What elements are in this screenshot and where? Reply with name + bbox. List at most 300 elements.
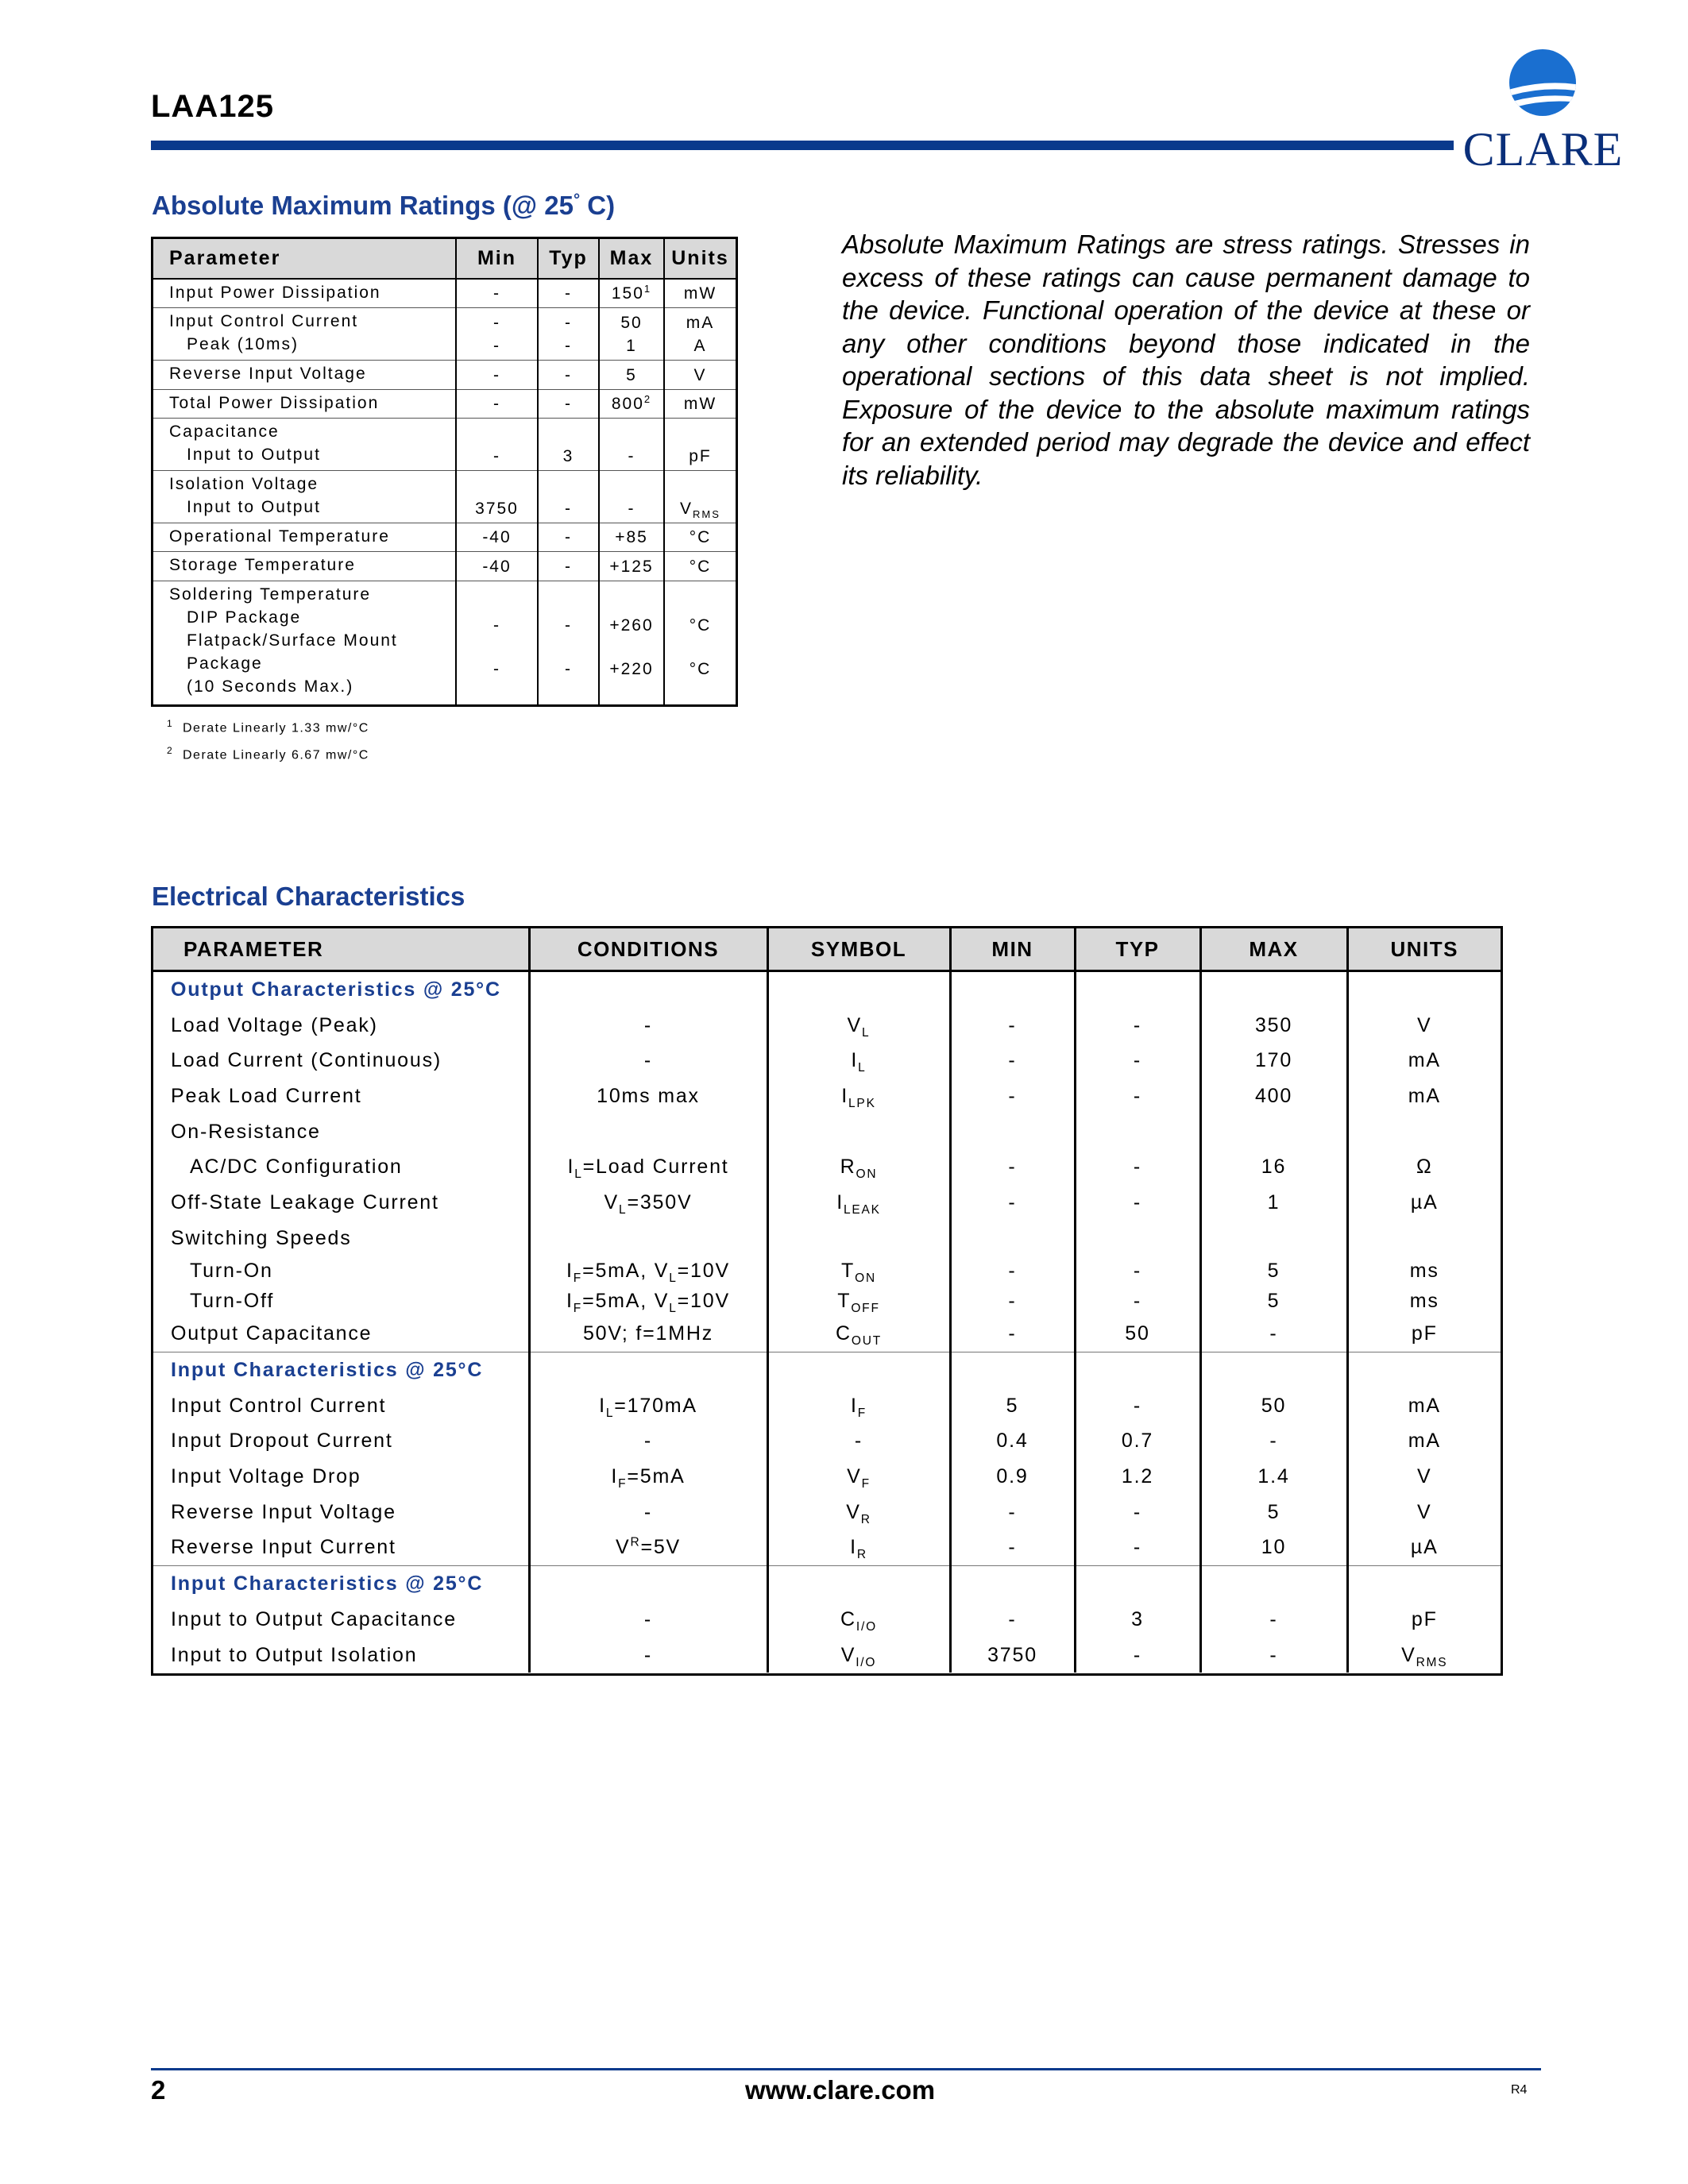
- amr-parameter-line: Reverse Input Voltage: [169, 365, 367, 384]
- ec-conditions: [529, 1185, 767, 1221]
- ec-typ: 0.7: [1075, 1424, 1200, 1460]
- ec-conditions: [529, 1043, 767, 1078]
- ec-row: [153, 1043, 1501, 1078]
- ec-typ: [1075, 1114, 1200, 1150]
- ec-symbol-base: I: [851, 1049, 859, 1072]
- ec-symbol: [767, 1043, 950, 1078]
- ec-symbol-base: C: [836, 1322, 852, 1345]
- ec-parameter: Input Voltage Drop: [171, 1465, 361, 1488]
- ec-empty-cell: [1347, 1566, 1501, 1602]
- ec-symbol-sub: LPK: [848, 1096, 876, 1110]
- ec-parameter: Input Dropout Current: [171, 1430, 393, 1453]
- ec-header-cell: SYMBOL: [767, 928, 950, 971]
- ec-header-cell: MAX: [1200, 928, 1347, 971]
- ec-cond-sub: L: [619, 1202, 628, 1217]
- ec-empty-cell: [1075, 1566, 1200, 1602]
- ec-symbol: [767, 1149, 950, 1185]
- ec-typ: -: [1075, 1149, 1200, 1185]
- amr-unit-cell: [664, 581, 736, 704]
- ec-max: 350: [1200, 1008, 1347, 1044]
- ec-units: [1347, 1459, 1501, 1495]
- ratings-note: Absolute Maximum Ratings are stress ratings. Stresses in excess of these ratings can cause permanent damage to the device. Functional operation of the device at these or any other conditions beyond those indicated in the operational sections of this data sheet is not implied. Exposure of the device to the absolute maximum ratings for an extended period may degrade the device and effect its reliability.: [842, 230, 1530, 490]
- amr-typ: -: [565, 528, 572, 547]
- ec-cond-sub: L: [669, 1271, 678, 1285]
- ec-min: -: [950, 1530, 1075, 1566]
- amr-unit: °C: [689, 660, 712, 678]
- footnote-text: Derate Linearly 6.67 mw/°C: [183, 748, 369, 762]
- ec-cond-sub: L: [605, 1406, 615, 1420]
- ec-max: 5: [1200, 1256, 1347, 1287]
- amr-typ-cell: [538, 523, 599, 552]
- amr-max: 150: [611, 284, 644, 303]
- ec-conditions: [529, 1114, 767, 1150]
- header-rule: [151, 141, 1454, 150]
- ec-max: -: [1200, 1602, 1347, 1638]
- ec-empty-cell: [529, 1352, 767, 1388]
- ec-row: [153, 1495, 1501, 1530]
- ec-cond-text: V: [604, 1190, 620, 1214]
- ec-max: -: [1200, 1317, 1347, 1352]
- amr-min: -: [493, 365, 500, 384]
- ec-cond-text: 50V; f=1MHz: [582, 1322, 714, 1345]
- footnote: [167, 739, 369, 766]
- amr-max: 800: [611, 394, 644, 413]
- ec-cond-tail: =170mA: [614, 1394, 697, 1417]
- amr-parameter-line: Package: [187, 654, 263, 673]
- amr-parameter: [153, 471, 456, 523]
- footnote: [167, 712, 369, 739]
- ec-cond-text: -: [643, 1500, 653, 1523]
- amr-max-cell: [599, 523, 664, 552]
- amr-unit-cell: [664, 552, 736, 581]
- amr-max-cell: [599, 361, 664, 389]
- ec-unit-base: V: [1417, 1465, 1432, 1488]
- ec-min: -: [950, 1602, 1075, 1638]
- amr-parameter-line: Flatpack/Surface Mount: [187, 631, 398, 650]
- amr-parameter: [153, 581, 456, 704]
- ec-symbol: [767, 1495, 950, 1530]
- ec-symbol-base: I: [850, 1536, 857, 1559]
- amr-max: 5: [626, 365, 637, 384]
- amr-min: -: [493, 337, 500, 356]
- ec-group-label: Output Characteristics @ 25°C: [171, 978, 501, 1001]
- amr-typ-cell: [538, 552, 599, 581]
- amr-header-cell: Units: [664, 239, 736, 279]
- amr-unit: A: [693, 337, 707, 356]
- ec-row: [153, 1602, 1501, 1638]
- ec-units: [1347, 1043, 1501, 1078]
- ec-units: [1347, 1602, 1501, 1638]
- amr-min-cell: [456, 361, 538, 389]
- ec-row: [153, 1008, 1501, 1044]
- ec-units: [1347, 1495, 1501, 1530]
- ec-symbol-sub: R: [856, 1548, 867, 1562]
- ec-empty-cell: [529, 971, 767, 1008]
- ec-symbol-base: T: [837, 1290, 852, 1312]
- ec-typ: -: [1075, 1388, 1200, 1424]
- ec-empty-cell: [950, 971, 1075, 1008]
- amr-max: -: [628, 447, 635, 466]
- amr-row: [153, 389, 736, 418]
- ec-min: 0.4: [950, 1424, 1075, 1460]
- ec-cond-sub: L: [574, 1167, 583, 1182]
- ec-max: 50: [1200, 1388, 1347, 1424]
- ec-symbol: [767, 1256, 950, 1287]
- ec-max: -: [1200, 1424, 1347, 1460]
- ec-unit-sub: RMS: [1416, 1655, 1448, 1669]
- ec-empty-cell: [767, 971, 950, 1008]
- ec-row: [153, 1638, 1501, 1673]
- ec-row: [153, 1221, 1501, 1256]
- ec-symbol-sub: OFF: [851, 1302, 880, 1315]
- ec-section-title: Electrical Characteristics: [152, 882, 465, 911]
- amr-max-cell: [599, 308, 664, 361]
- website-url: www.clare.com: [745, 2075, 936, 2105]
- ec-min: -: [950, 1256, 1075, 1287]
- amr-row: [153, 361, 736, 389]
- ec-min: -: [950, 1008, 1075, 1044]
- ec-symbol: [767, 1530, 950, 1566]
- ec-symbol-base: I: [841, 1084, 849, 1107]
- amr-typ: -: [565, 616, 572, 635]
- ec-empty-cell: [1200, 1352, 1347, 1388]
- clare-logo: [1454, 46, 1632, 176]
- ec-units: [1347, 1149, 1501, 1185]
- ec-units: [1347, 1078, 1501, 1114]
- amr-unit-cell: [664, 471, 736, 523]
- ec-cond-tail: =350V: [627, 1190, 693, 1214]
- ec-parameter: Switching Speeds: [171, 1226, 352, 1249]
- ec-row: [153, 1114, 1501, 1150]
- ec-max: 16: [1200, 1149, 1347, 1185]
- ec-symbol-base: V: [847, 1465, 862, 1488]
- amr-unit-cell: [664, 418, 736, 470]
- ec-parameter: AC/DC Configuration: [190, 1156, 403, 1179]
- footnote-number: 2: [167, 745, 174, 757]
- ec-symbol-sub: L: [862, 1025, 871, 1040]
- ec-cond-text: I: [566, 1260, 574, 1282]
- amr-unit: V: [680, 500, 693, 519]
- ec-symbol-base: T: [841, 1260, 856, 1282]
- amr-max: 1: [626, 337, 637, 356]
- ec-conditions: [529, 1495, 767, 1530]
- footer-rule: [151, 2068, 1541, 2070]
- ec-min: -: [950, 1317, 1075, 1352]
- amr-row: [153, 308, 736, 361]
- ec-cond-text: I: [611, 1465, 619, 1488]
- amr-min-cell: [456, 308, 538, 361]
- amr-typ: -: [565, 500, 572, 519]
- amr-parameter-line: Soldering Temperature: [169, 585, 372, 604]
- amr-typ-cell: [538, 279, 599, 308]
- amr-min: -: [493, 447, 500, 466]
- ec-max: [1200, 1114, 1347, 1150]
- amr-typ: -: [565, 394, 572, 413]
- amr-typ: -: [565, 314, 572, 333]
- ec-symbol-sub: F: [857, 1406, 867, 1420]
- ec-cond-text: I: [567, 1156, 575, 1179]
- ec-empty-cell: [1075, 1352, 1200, 1388]
- ec-header-cell: TYP: [1075, 928, 1200, 971]
- ec-typ: -: [1075, 1078, 1200, 1114]
- ec-conditions: [529, 1530, 767, 1566]
- ec-units: [1347, 1287, 1501, 1317]
- ec-empty-cell: [767, 1566, 950, 1602]
- ec-max: 5: [1200, 1287, 1347, 1317]
- ec-cond-text: -: [643, 1643, 653, 1666]
- ec-typ: 3: [1075, 1602, 1200, 1638]
- ec-conditions: [529, 1317, 767, 1352]
- ec-header-cell: CONDITIONS: [529, 928, 767, 971]
- ec-cond-tail: =5mA, V: [582, 1290, 670, 1312]
- amr-header-cell: Min: [456, 239, 538, 279]
- ec-typ: -: [1075, 1495, 1200, 1530]
- ec-unit-base: mA: [1408, 1084, 1441, 1107]
- ec-units: [1347, 1638, 1501, 1673]
- amr-typ-cell: [538, 361, 599, 389]
- ec-cond-text: V: [615, 1536, 631, 1559]
- amr-parameter-line: Total Power Dissipation: [169, 393, 380, 412]
- ec-symbol-base: V: [840, 1643, 856, 1666]
- amr-section-title: Absolute Maximum Ratings (@ 25° C): [152, 191, 616, 220]
- amr-unit-cell: [664, 361, 736, 389]
- ec-cond-sub: F: [573, 1271, 583, 1285]
- ec-min: [950, 1114, 1075, 1150]
- ec-symbol: [767, 1602, 950, 1638]
- ec-symbol: [767, 1008, 950, 1044]
- amr-parameter-line: Capacitance: [169, 422, 280, 441]
- ec-cond-sub: F: [618, 1477, 628, 1491]
- ec-conditions: [529, 1459, 767, 1495]
- ec-max: 170: [1200, 1043, 1347, 1078]
- ec-conditions: [529, 1388, 767, 1424]
- amr-unit: mW: [683, 394, 717, 413]
- amr-parameter: [153, 418, 456, 470]
- ec-empty-cell: [1347, 1352, 1501, 1388]
- amr-max: +260: [609, 616, 654, 635]
- amr-max: -: [628, 500, 635, 519]
- amr-typ: -: [565, 284, 572, 303]
- ec-parameter: Input to Output Capacitance: [171, 1607, 457, 1630]
- ec-min: 5: [950, 1388, 1075, 1424]
- ec-symbol-base: V: [847, 1013, 863, 1036]
- ec-symbol: [767, 1424, 950, 1460]
- amr-parameter: [153, 361, 456, 389]
- ec-cond-tail: =5mA: [627, 1465, 686, 1488]
- amr-parameter: [153, 308, 456, 361]
- ec-parameter: Output Capacitance: [171, 1322, 373, 1345]
- ec-parameter: Load Voltage (Peak): [171, 1013, 378, 1036]
- ec-unit-base: mA: [1408, 1049, 1441, 1072]
- ec-typ: 50: [1075, 1317, 1200, 1352]
- ec-empty-cell: [529, 1566, 767, 1602]
- ec-parameter: Input Control Current: [171, 1394, 387, 1417]
- amr-typ: -: [565, 365, 572, 384]
- ec-row: [153, 1317, 1501, 1352]
- ec-min: -: [950, 1495, 1075, 1530]
- ec-symbol-sub: I/O: [856, 1619, 877, 1634]
- ec-symbol: [767, 1287, 950, 1317]
- ec-symbol: [767, 1317, 950, 1352]
- ec-symbol-base: I: [850, 1394, 858, 1417]
- amr-min-cell: [456, 581, 538, 704]
- ec-cond-text: -: [643, 1607, 653, 1630]
- ec-parameter: Reverse Input Voltage: [171, 1500, 396, 1523]
- ec-units: [1347, 1256, 1501, 1287]
- ec-conditions: [529, 1287, 767, 1317]
- ec-group-row: [153, 1352, 1501, 1388]
- ec-row: [153, 1530, 1501, 1566]
- ec-symbol-sub: OUT: [851, 1334, 882, 1349]
- ec-symbol-sub: ON: [855, 1271, 876, 1285]
- ec-max: 5: [1200, 1495, 1347, 1530]
- ec-symbol-sub: LEAK: [843, 1202, 881, 1217]
- amr-unit: °C: [689, 557, 712, 576]
- ec-header-cell: UNITS: [1347, 928, 1501, 971]
- amr-row: [153, 581, 736, 704]
- ec-cond-tail: =Load Current: [582, 1156, 729, 1179]
- amr-unit: mA: [686, 314, 715, 333]
- ec-symbol-base: -: [854, 1430, 863, 1453]
- document-code: LAA125: [151, 89, 274, 124]
- ec-empty-cell: [1200, 971, 1347, 1008]
- ec-cond-tail: =5mA, V: [582, 1260, 670, 1282]
- ec-symbol: [767, 1638, 950, 1673]
- ec-unit-base: V: [1401, 1643, 1416, 1666]
- ec-row: [153, 1424, 1501, 1460]
- amr-parameter-line: Input Power Dissipation: [169, 284, 381, 302]
- ec-parameter: Load Current (Continuous): [171, 1049, 442, 1072]
- amr-max-cell: [599, 552, 664, 581]
- amr-typ: 3: [562, 447, 574, 466]
- amr-typ-cell: [538, 389, 599, 418]
- ec-symbol-sub: I/O: [856, 1655, 877, 1669]
- amr-row: [153, 552, 736, 581]
- amr-parameter: [153, 523, 456, 552]
- revision: R4: [1511, 2083, 1528, 2097]
- page-number: 2: [151, 2075, 166, 2105]
- amr-min: -40: [482, 528, 512, 547]
- brand-name: CLARE: [1462, 123, 1624, 176]
- ec-conditions: [529, 1221, 767, 1256]
- ec-typ: -: [1075, 1530, 1200, 1566]
- ec-typ: -: [1075, 1008, 1200, 1044]
- amr-parameter-line: Operational Temperature: [169, 527, 390, 546]
- amr-parameter: [153, 389, 456, 418]
- ec-empty-cell: [1347, 971, 1501, 1008]
- amr-max: +220: [609, 660, 654, 678]
- ec-empty-cell: [767, 1352, 950, 1388]
- amr-max-cell: [599, 279, 664, 308]
- ec-units: [1347, 1530, 1501, 1566]
- ec-max: 1.4: [1200, 1459, 1347, 1495]
- ec-typ: [1075, 1221, 1200, 1256]
- ec-typ: -: [1075, 1185, 1200, 1221]
- ec-units: [1347, 1388, 1501, 1424]
- amr-unit: V: [693, 365, 707, 384]
- absolute-max-ratings-table: [151, 237, 738, 707]
- ec-cond-text: -: [643, 1013, 653, 1036]
- ec-parameter: Peak Load Current: [171, 1084, 362, 1107]
- ec-symbol-base: I: [836, 1190, 844, 1214]
- amr-unit: °C: [689, 616, 712, 635]
- amr-parameter-line: Storage Temperature: [169, 556, 356, 575]
- ec-max: -: [1200, 1638, 1347, 1673]
- ec-min: -: [950, 1043, 1075, 1078]
- ec-min: -: [950, 1185, 1075, 1221]
- amr-header-cell: Max: [599, 239, 664, 279]
- ec-symbol-base: C: [840, 1607, 856, 1630]
- ec-typ: 1.2: [1075, 1459, 1200, 1495]
- ec-conditions: [529, 1149, 767, 1185]
- ec-unit-base: V: [1417, 1013, 1432, 1036]
- ec-unit-base: mA: [1408, 1430, 1441, 1453]
- ec-row: [153, 1287, 1501, 1317]
- ec-parameter: Off-State Leakage Current: [171, 1190, 439, 1214]
- ec-conditions: [529, 1078, 767, 1114]
- ec-group-row: [153, 1566, 1501, 1602]
- ec-cond-text: -: [643, 1430, 653, 1453]
- amr-parameter-line: Input to Output: [187, 498, 321, 517]
- ec-symbol: [767, 1459, 950, 1495]
- amr-min: -: [493, 616, 500, 635]
- footnote-number: 1: [167, 718, 174, 729]
- ec-empty-cell: [950, 1352, 1075, 1388]
- ec-empty-cell: [950, 1566, 1075, 1602]
- ec-group-label: Input Characteristics @ 25°C: [153, 1566, 529, 1602]
- amr-typ: -: [565, 557, 572, 576]
- amr-row: [153, 418, 736, 470]
- amr-max-cell: [599, 471, 664, 523]
- ec-symbol: [767, 1185, 950, 1221]
- ec-cond-tail: =10V: [677, 1290, 730, 1312]
- amr-row: [153, 279, 736, 308]
- ec-cond-tail: =10V: [677, 1260, 730, 1282]
- ec-conditions: [529, 1638, 767, 1673]
- ec-group-row: [153, 971, 1501, 1008]
- amr-footnote-ref: 2: [643, 392, 652, 405]
- amr-typ-cell: [538, 581, 599, 704]
- ec-symbol: [767, 1078, 950, 1114]
- ec-cond-tail: =5V: [640, 1536, 682, 1559]
- footnote-text: Derate Linearly 1.33 mw/°C: [183, 721, 369, 735]
- amr-min-cell: [456, 552, 538, 581]
- ec-units: [1347, 1114, 1501, 1150]
- ec-typ: -: [1075, 1256, 1200, 1287]
- amr-typ-cell: [538, 308, 599, 361]
- ec-typ: -: [1075, 1638, 1200, 1673]
- amr-max-cell: [599, 581, 664, 704]
- ec-min: 3750: [950, 1638, 1075, 1673]
- ec-conditions: [529, 1008, 767, 1044]
- amr-max: 50: [620, 314, 643, 333]
- ec-unit-base: mA: [1408, 1394, 1441, 1417]
- ec-unit-base: µA: [1410, 1536, 1439, 1559]
- ec-unit-base: Ω: [1416, 1156, 1433, 1179]
- amr-typ-cell: [538, 418, 599, 470]
- ec-cond-sub: F: [573, 1302, 583, 1315]
- ec-group-label: Input Characteristics @ 25°C: [153, 1352, 529, 1388]
- amr-row: [153, 471, 736, 523]
- amr-max-cell: [599, 389, 664, 418]
- ec-symbol-sub: F: [861, 1477, 871, 1491]
- amr-min: -: [493, 284, 500, 303]
- ec-unit-base: pF: [1411, 1607, 1438, 1630]
- ec-typ: -: [1075, 1287, 1200, 1317]
- ec-units: [1347, 1008, 1501, 1044]
- ec-min: -: [950, 1287, 1075, 1317]
- ec-parameter: Turn-Off: [190, 1290, 275, 1312]
